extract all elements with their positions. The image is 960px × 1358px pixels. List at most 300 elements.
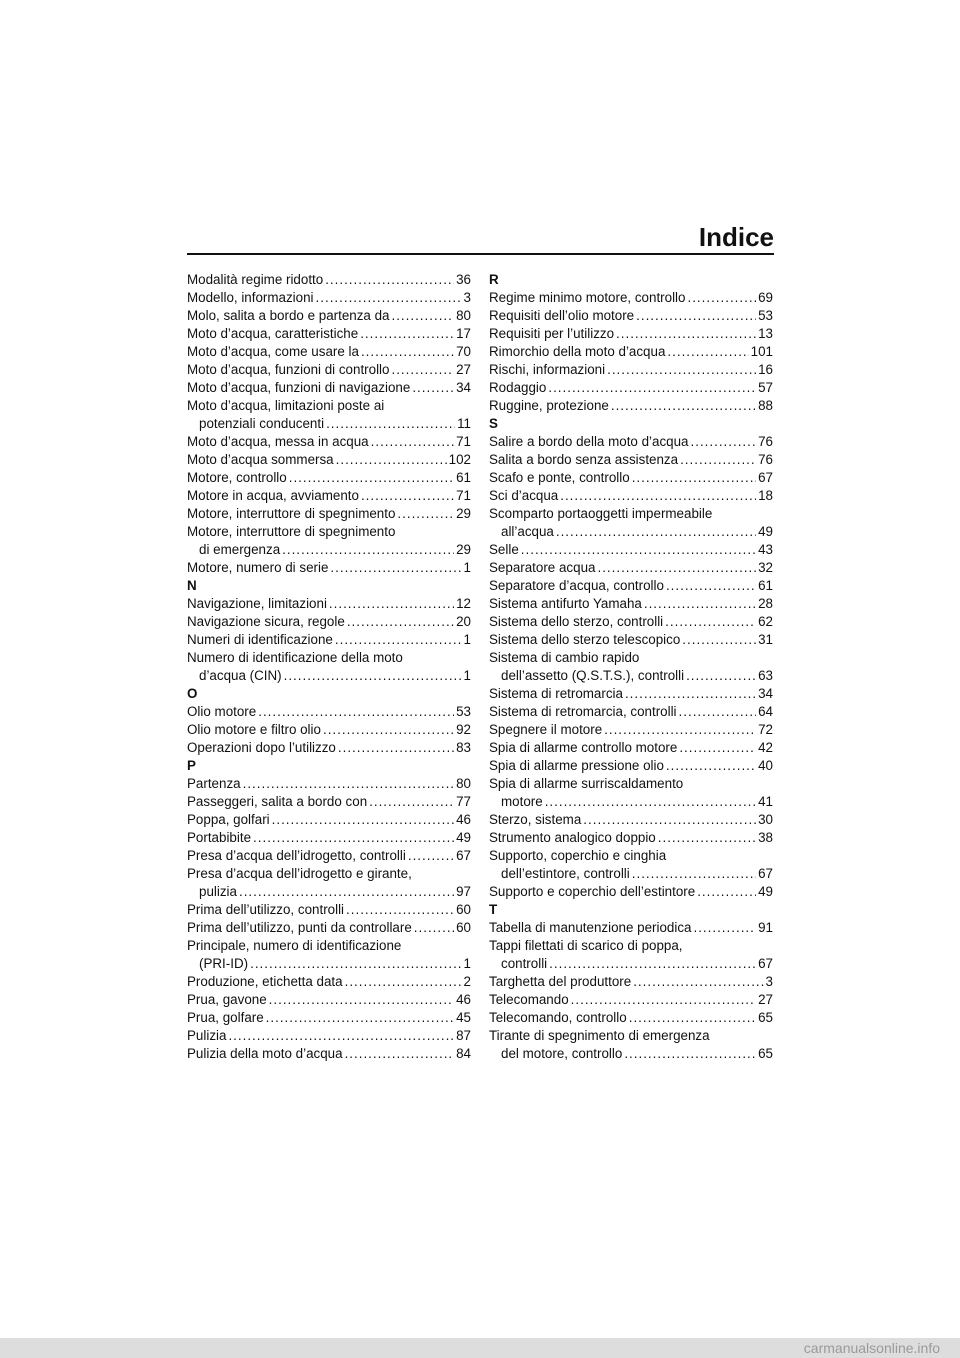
index-entry-page: 29: [456, 506, 471, 521]
index-entry-text: Navigazione sicura, regole: [187, 614, 345, 629]
index-entry-page: 60: [456, 902, 471, 917]
dot-leader: [371, 433, 454, 451]
dot-leader: [665, 613, 756, 631]
dot-leader: [636, 307, 756, 325]
index-entry-page: 77: [456, 794, 471, 809]
index-entry-text: Poppa, golfari: [187, 812, 270, 827]
dot-leader: [266, 1009, 454, 1027]
index-entry-text: Regime minimo motore, controllo: [489, 290, 686, 305]
index-entry-text: Telecomando, controllo: [489, 1010, 627, 1025]
index-entry-page: 53: [758, 308, 773, 323]
dot-leader: [607, 361, 756, 379]
dot-leader: [658, 829, 756, 847]
index-entry: [489, 559, 773, 577]
index-entry-text: Motore, controllo: [187, 470, 287, 485]
index-entry: [187, 289, 471, 307]
index-entry: [187, 883, 471, 901]
index-entry: [489, 469, 773, 487]
index-entry-page: 88: [758, 398, 773, 413]
dot-leader: [571, 991, 756, 1009]
index-entry: [187, 829, 471, 847]
index-entry-page: 71: [456, 434, 471, 449]
dot-leader: [329, 595, 454, 613]
index-entry-text: Produzione, etichetta data: [187, 974, 343, 989]
index-entry-page: 1: [463, 560, 471, 575]
index-entry: [187, 415, 471, 433]
index-entry-text: Rimorchio della moto d’acqua: [489, 344, 666, 359]
dot-leader: [253, 829, 454, 847]
index-entry-page: 1: [463, 956, 471, 971]
index-entry-text: pulizia: [199, 884, 237, 899]
index-entry: [187, 775, 471, 793]
dot-leader: [414, 919, 454, 937]
dot-leader: [335, 631, 462, 649]
index-entry: [489, 613, 773, 631]
index-entry: [489, 397, 773, 415]
index-entry: [187, 991, 471, 1009]
dot-leader: [239, 883, 454, 901]
index-letter-heading: P: [187, 758, 196, 773]
dot-leader: [345, 973, 462, 991]
index-entry: [489, 667, 773, 685]
index-entry-text: Sistema di retromarcia: [489, 686, 623, 701]
index-entry-page: 17: [456, 326, 471, 341]
dot-leader: [560, 487, 756, 505]
index-entry-first-line: Moto d’acqua, limitazioni poste ai: [187, 398, 385, 413]
index-entry-page: 28: [758, 596, 773, 611]
index-entry-text: Moto d’acqua, funzioni di navigazione: [187, 380, 411, 395]
dot-leader: [326, 415, 455, 433]
index-entry-text: Modello, informazioni: [187, 290, 314, 305]
index-entry-page: 40: [758, 758, 773, 773]
index-entry-page: 49: [758, 884, 773, 899]
index-entry-text: Prua, gavone: [187, 992, 267, 1007]
index-entry-page: 46: [456, 812, 471, 827]
index-entry-text: Pulizia: [187, 1028, 227, 1043]
dot-leader: [687, 289, 756, 307]
index-entry: [489, 973, 773, 991]
index-entry-text: Moto d’acqua, messa in acqua: [187, 434, 369, 449]
index-entry-page: 13: [758, 326, 773, 341]
index-entry: [187, 361, 471, 379]
dot-leader: [391, 361, 454, 379]
index-entry: [489, 595, 773, 613]
dot-leader: [548, 379, 756, 397]
index-entry-text: Sterzo, sistema: [489, 812, 582, 827]
dot-leader: [272, 811, 454, 829]
index-entry-page: 49: [456, 830, 471, 845]
index-entry: [187, 595, 471, 613]
index-entry-text: Salita a bordo senza assistenza: [489, 452, 679, 467]
index-entry-text: Telecomando: [489, 992, 569, 1007]
index-entry-text: Partenza: [187, 776, 241, 791]
dot-leader: [282, 541, 454, 559]
dot-leader: [667, 343, 748, 361]
index-entry-text: dell’estintore, controlli: [501, 866, 630, 881]
dot-leader: [361, 343, 454, 361]
dot-leader: [289, 469, 454, 487]
index-entry-page: 11: [457, 416, 471, 431]
index-entry: [489, 307, 773, 325]
index-entry-text: Presa d’acqua dell’idrogetto, controlli: [187, 848, 406, 863]
dot-leader: [625, 685, 756, 703]
index-entry-page: 46: [456, 992, 471, 1007]
index-entry-first-line: Supporto, coperchio e cinghia: [489, 848, 667, 863]
index-entry: [187, 973, 471, 991]
index-entry: [489, 541, 773, 559]
dot-leader: [330, 559, 461, 577]
index-entry-text: Rodaggio: [489, 380, 547, 395]
index-entry-text: Sistema dello sterzo, controlli: [489, 614, 664, 629]
index-entry: [187, 901, 471, 919]
index-entry-text: motore: [501, 794, 543, 809]
dot-leader: [336, 451, 447, 469]
index-entry: [187, 379, 471, 397]
index-entry-text: Passeggeri, salita a bordo con: [187, 794, 368, 809]
index-entry-page: 80: [456, 308, 471, 323]
index-entry-text: Spia di allarme pressione olio: [489, 758, 664, 773]
dot-leader: [597, 559, 756, 577]
index-entry-text: Spegnere il motore: [489, 722, 603, 737]
index-entry-page: 67: [456, 848, 471, 863]
index-entry-text: controlli: [501, 956, 548, 971]
index-entry-page: 12: [456, 596, 471, 611]
dot-leader: [397, 505, 454, 523]
index-entry-page: 18: [758, 488, 773, 503]
index-entry-text: dell’assetto (Q.S.T.S.), controlli: [501, 668, 685, 683]
index-entry: [187, 487, 471, 505]
index-entry: [489, 919, 773, 937]
index-entry-first-line: Tappi filettati di scarico di poppa,: [489, 938, 683, 953]
index-column-left: [187, 271, 471, 1063]
index-entry-text: Prima dell’utilizzo, punti da controllare: [187, 920, 412, 935]
index-letter-heading: O: [187, 686, 198, 701]
index-entry-text: Numeri di identificazione: [187, 632, 333, 647]
dot-leader: [633, 973, 763, 991]
dot-leader: [269, 991, 454, 1009]
dot-leader: [250, 955, 461, 973]
index-entry-text: Molo, salita a bordo e partenza da: [187, 308, 390, 323]
index-letter-heading: R: [489, 272, 499, 287]
index-entry: [489, 379, 773, 397]
index-entry: [187, 541, 471, 559]
index-entry: [187, 919, 471, 937]
index-entry-page: 29: [456, 542, 471, 557]
index-entry-page: 38: [758, 830, 773, 845]
index-entry: [489, 433, 773, 451]
dot-leader: [666, 577, 756, 595]
index-entry-first-line: Spia di allarme surriscaldamento: [489, 776, 684, 791]
index-entry: [187, 1045, 471, 1063]
index-entry: [187, 1009, 471, 1027]
index-entry: [489, 325, 773, 343]
index-entry-page: 31: [758, 632, 773, 647]
index-entry-text: Separatore acqua: [489, 560, 596, 575]
index-entry-text: Requisiti per l’utilizzo: [489, 326, 615, 341]
dot-leader: [629, 1009, 756, 1027]
index-entry-text: (PRI-ID): [199, 956, 249, 971]
index-entry-page: 71: [456, 488, 471, 503]
index-entry-page: 67: [758, 956, 773, 971]
dot-leader: [284, 667, 462, 685]
index-entry: [489, 793, 773, 811]
index-entry-text: Moto d’acqua sommersa: [187, 452, 334, 467]
index-entry: [489, 829, 773, 847]
index-entry-page: 80: [456, 776, 471, 791]
index-entry: [187, 451, 471, 469]
index-entry-text: Olio motore: [187, 704, 257, 719]
index-entry-text: Targhetta del produttore: [489, 974, 632, 989]
index-entry-page: 83: [456, 740, 471, 755]
index-entry: [187, 667, 471, 685]
index-entry-text: Rischi, informazioni: [489, 362, 606, 377]
index-entry-page: 64: [758, 704, 773, 719]
index-entry: [187, 559, 471, 577]
index-entry-page: 41: [758, 794, 773, 809]
dot-leader: [408, 847, 454, 865]
index-entry-page: 1: [463, 632, 471, 647]
index-entry-page: 70: [456, 344, 471, 359]
index-entry: [489, 343, 773, 361]
watermark-footer: carmanualsonline.info: [0, 1338, 960, 1358]
index-entry-page: 1: [463, 668, 471, 683]
index-entry: [187, 739, 471, 757]
dot-leader: [556, 523, 756, 541]
dot-leader: [325, 271, 454, 289]
index-entry-page: 62: [758, 614, 773, 629]
index-entry-page: 42: [758, 740, 773, 755]
dot-leader: [644, 595, 756, 613]
dot-leader: [549, 955, 756, 973]
index-entry-page: 43: [758, 542, 773, 557]
index-entry-page: 36: [456, 272, 471, 287]
index-entry-page: 65: [758, 1010, 773, 1025]
index-entry-text: del motore, controllo: [501, 1046, 623, 1061]
index-entry-text: Operazioni dopo l’utilizzo: [187, 740, 336, 755]
index-entry-page: 3: [463, 290, 471, 305]
index-entry-page: 49: [758, 524, 773, 539]
dot-leader: [604, 721, 756, 739]
index-entry-text: Motore in acqua, avviamento: [187, 488, 359, 503]
index-entry-text: Motore, interruttore di spegnimento: [187, 506, 396, 521]
dot-leader: [316, 289, 462, 307]
index-entry-text: Navigazione, limitazioni: [187, 596, 327, 611]
dot-leader: [611, 397, 756, 415]
dot-leader: [691, 433, 757, 451]
dot-leader: [346, 901, 454, 919]
index-entry-text: Strumento analogico doppio: [489, 830, 656, 845]
index-entry-page: 30: [758, 812, 773, 827]
index-entry-page: 34: [456, 380, 471, 395]
index-entry-text: potenziali conducenti: [199, 416, 325, 431]
index-entry-page: 32: [758, 560, 773, 575]
index-entry-page: 72: [758, 722, 773, 737]
index-entry-text: d’acqua (CIN): [199, 668, 282, 683]
index-entry: [489, 757, 773, 775]
dot-leader: [369, 793, 454, 811]
page-title: Indice: [698, 222, 774, 252]
index-entry: [489, 703, 773, 721]
index-entry: [489, 721, 773, 739]
index-entry: [489, 523, 773, 541]
index-entry-first-line: Scomparto portaoggetti impermeabile: [489, 506, 713, 521]
index-entry: [489, 487, 773, 505]
index-entry-text: Prima dell’utilizzo, controlli: [187, 902, 345, 917]
index-entry-page: 20: [456, 614, 471, 629]
index-entry-text: Supporto e coperchio dell’estintore: [489, 884, 696, 899]
dot-leader: [228, 1027, 454, 1045]
index-entry-page: 3: [765, 974, 773, 989]
index-entry-text: Sci d’acqua: [489, 488, 559, 503]
dot-leader: [323, 721, 454, 739]
index-letter-heading: N: [187, 578, 197, 593]
index-entry: [187, 631, 471, 649]
index-entry-page: 27: [758, 992, 773, 1007]
index-entry-first-line: Motore, interruttore di spegnimento: [187, 524, 396, 539]
index-entry-page: 60: [456, 920, 471, 935]
index-entry-text: Pulizia della moto d’acqua: [187, 1046, 343, 1061]
index-entry: [489, 1009, 773, 1027]
dot-leader: [258, 703, 454, 721]
index-entry: [187, 955, 471, 973]
dot-leader: [361, 487, 454, 505]
index-entry-page: 102: [448, 452, 471, 467]
dot-leader: [391, 307, 454, 325]
index-entry-text: Separatore d’acqua, controllo: [489, 578, 664, 593]
index-entry: [489, 955, 773, 973]
index-entry-page: 101: [750, 344, 773, 359]
index-entry: [187, 703, 471, 721]
index-entry-text: all’acqua: [501, 524, 554, 539]
index-entry: [489, 1045, 773, 1063]
index-entry-page: 92: [456, 722, 471, 737]
index-entry-text: Prua, golfare: [187, 1010, 264, 1025]
index-entry: [489, 991, 773, 1009]
index-entry-text: Olio motore e filtro olio: [187, 722, 321, 737]
dot-leader: [412, 379, 454, 397]
index-entry: [187, 505, 471, 523]
index-entry-text: Moto d’acqua, come usare la: [187, 344, 359, 359]
dot-leader: [243, 775, 454, 793]
index-entry-page: 34: [758, 686, 773, 701]
index-entry: [187, 433, 471, 451]
index-entry: [489, 289, 773, 307]
index-entry-page: 53: [456, 704, 471, 719]
index-column-right: [489, 271, 773, 1063]
index-entry-page: 61: [758, 578, 773, 593]
dot-leader: [680, 451, 756, 469]
index-entry-page: 65: [758, 1046, 773, 1061]
index-entry-text: Salire a bordo della moto d’acqua: [489, 434, 689, 449]
index-entry: [187, 307, 471, 325]
index-entry-page: 76: [758, 434, 773, 449]
dot-leader: [686, 667, 756, 685]
index-entry: [187, 793, 471, 811]
index-entry-first-line: Presa d’acqua dell’idrogetto e girante,: [187, 866, 412, 881]
index-entry-first-line: Principale, numero di identificazione: [187, 938, 402, 953]
index-entry: [187, 847, 471, 865]
index-entry-page: 61: [456, 470, 471, 485]
index-entry-page: 97: [456, 884, 471, 899]
index-entry-first-line: Tirante di spegnimento di emergenza: [489, 1028, 710, 1043]
index-entry-first-line: Sistema di cambio rapido: [489, 650, 640, 665]
index-entry: [187, 721, 471, 739]
index-entry: [489, 361, 773, 379]
index-entry-text: Motore, numero di serie: [187, 560, 329, 575]
index-entry-text: Tabella di manutenzione periodica: [489, 920, 692, 935]
index-entry-page: 87: [456, 1028, 471, 1043]
index-entry-text: Sistema dello sterzo telescopico: [489, 632, 681, 647]
index-entry-text: Modalità regime ridotto: [187, 272, 324, 287]
dot-leader: [693, 919, 756, 937]
dot-leader: [616, 325, 756, 343]
dot-leader: [632, 865, 756, 883]
dot-leader: [521, 541, 756, 559]
index-entry: [489, 631, 773, 649]
index-entry: [187, 325, 471, 343]
dot-leader: [632, 469, 756, 487]
index-entry-page: 76: [758, 452, 773, 467]
index-entry-text: di emergenza: [199, 542, 281, 557]
dot-leader: [682, 631, 756, 649]
index-entry: [187, 343, 471, 361]
index-entry-first-line: Numero di identificazione della moto: [187, 650, 403, 665]
index-entry: [489, 451, 773, 469]
dot-leader: [338, 739, 454, 757]
index-letter-heading: S: [489, 416, 498, 431]
dot-leader: [679, 703, 757, 721]
index-entry-text: Moto d’acqua, caratteristiche: [187, 326, 359, 341]
index-entry-text: Selle: [489, 542, 519, 557]
index-entry: [489, 865, 773, 883]
index-entry-page: 57: [758, 380, 773, 395]
index-entry: [489, 811, 773, 829]
dot-leader: [345, 1045, 455, 1063]
dot-leader: [666, 757, 756, 775]
index-entry: [187, 613, 471, 631]
index-entry-page: 63: [758, 668, 773, 683]
index-entry-page: 16: [758, 362, 773, 377]
dot-leader: [347, 613, 454, 631]
title-rule: [187, 253, 774, 255]
index-entry-page: 67: [758, 470, 773, 485]
index-entry-page: 69: [758, 290, 773, 305]
index-entry-text: Portabibite: [187, 830, 252, 845]
dot-leader: [583, 811, 756, 829]
index-entry-text: Requisiti dell’olio motore: [489, 308, 635, 323]
index-letter-heading: T: [489, 902, 498, 917]
index-entry-text: Spia di allarme controllo motore: [489, 740, 678, 755]
index-entry: [489, 739, 773, 757]
index-entry-text: Sistema di retromarcia, controlli: [489, 704, 677, 719]
index-entry: [489, 577, 773, 595]
index-entry-page: 84: [456, 1046, 471, 1061]
index-entry: [187, 1027, 471, 1045]
index-entry-page: 27: [456, 362, 471, 377]
index-entry-text: Sistema antifurto Yamaha: [489, 596, 642, 611]
dot-leader: [545, 793, 756, 811]
index-entry-page: 2: [463, 974, 471, 989]
index-entry-page: 91: [758, 920, 773, 935]
index-entry-page: 45: [456, 1010, 471, 1025]
index-entry: [489, 685, 773, 703]
index-entry: [187, 469, 471, 487]
index-entry-text: Moto d’acqua, funzioni di controllo: [187, 362, 390, 377]
index-entry: [489, 883, 773, 901]
index-entry: [187, 271, 471, 289]
index-entry-page: 67: [758, 866, 773, 881]
dot-leader: [697, 883, 756, 901]
